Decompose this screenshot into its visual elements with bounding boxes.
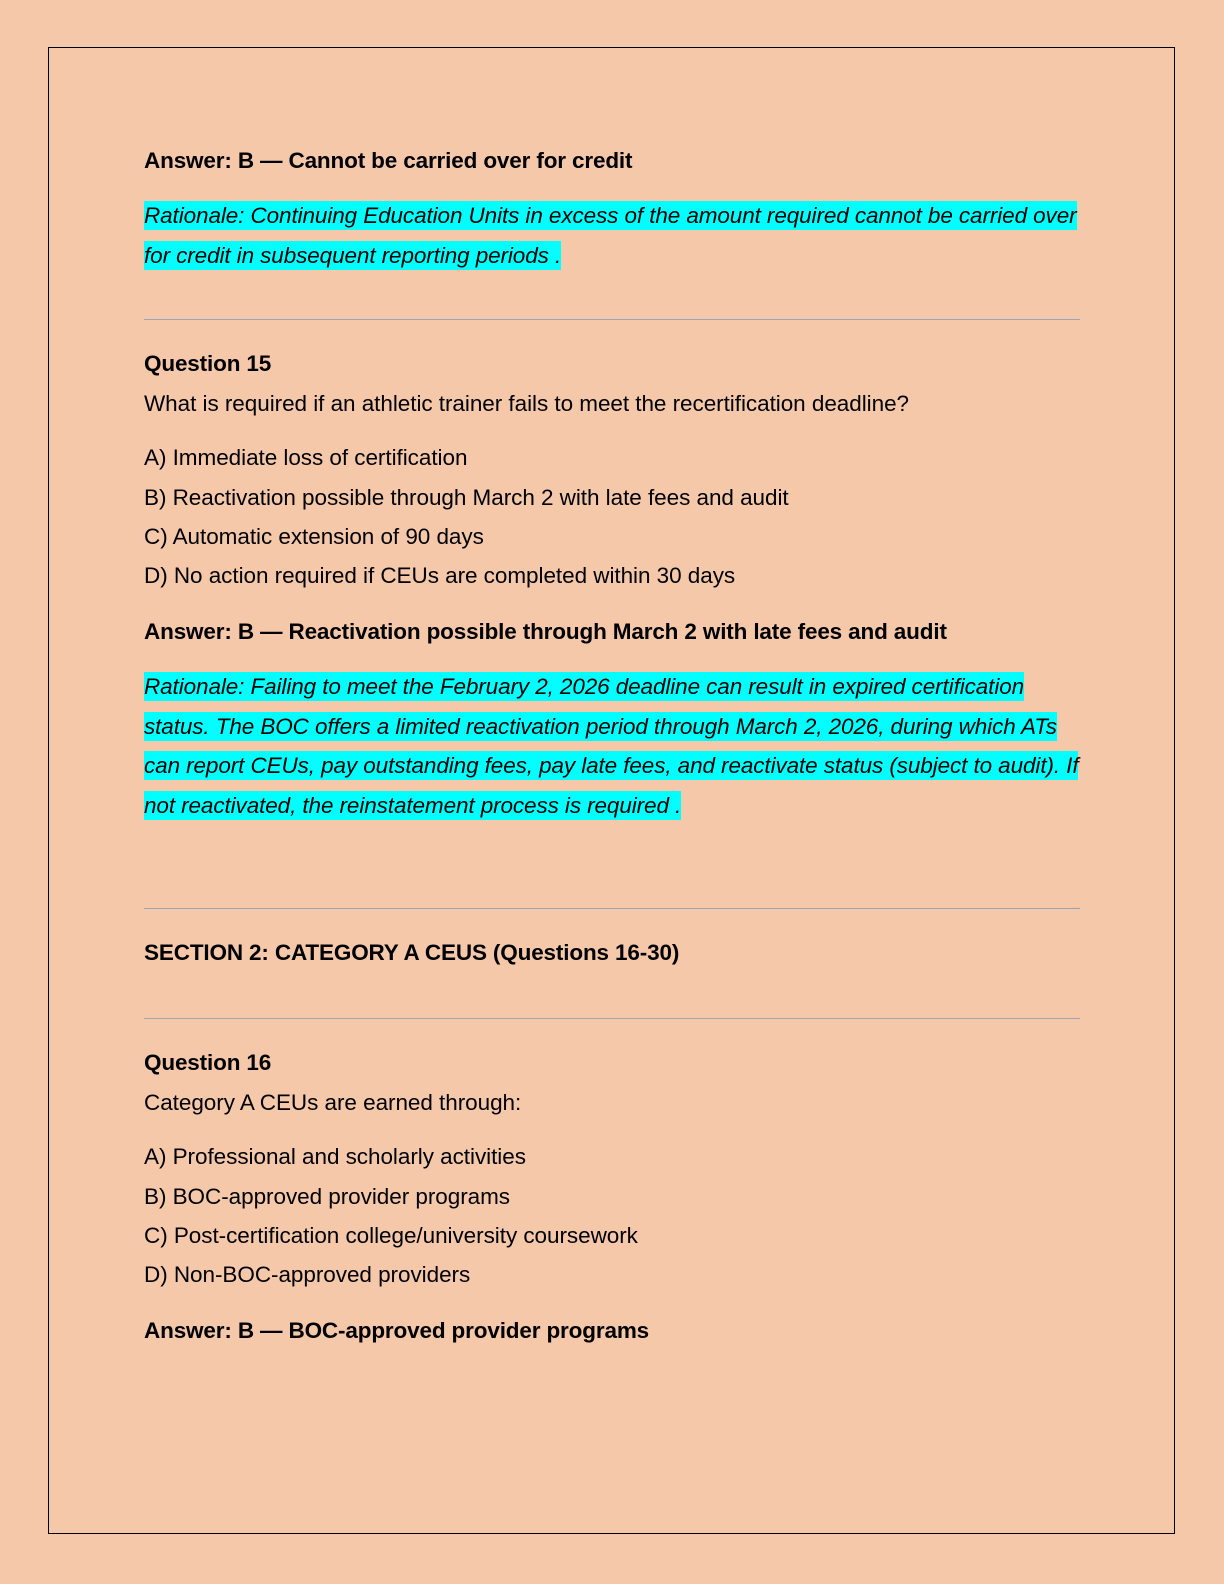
answer-previous: Answer: B — Cannot be carried over for credit <box>144 148 633 173</box>
question-15-rationale-text: Rationale: Failing to meet the February 2, 2026 deadline can result in expired certification status. The BOC offers a limited reactivation period through March 2, 2026, during which ATs can report CEUs, pay outstanding fees, pay late fees, and reactivate status (subject to audit). If not reactivated, the reinstatement process is required . <box>144 674 1079 818</box>
question-16-option-b: B) BOC-approved provider programs <box>144 1184 510 1209</box>
question-16-answer: Answer: B — BOC-approved provider programs <box>144 1318 650 1343</box>
divider <box>144 319 1080 320</box>
question-15-option-b: B) Reactivation possible through March 2 with late fees and audit <box>144 485 789 510</box>
question-16-option-d: D) Non-BOC-approved providers <box>144 1262 471 1287</box>
divider <box>144 1018 1080 1019</box>
question-16-title: Question 16 <box>144 1050 272 1075</box>
question-15-answer: Answer: B — Reactivation possible through March 2 with late fees and audit <box>144 619 947 644</box>
rationale-previous-text: Rationale: Continuing Education Units in excess of the amount required cannot be carried over for credit in subsequent reporting periods . <box>144 203 1077 268</box>
question-15-option-a: A) Immediate loss of certification <box>144 445 468 470</box>
question-16-prompt: Category A CEUs are earned through: <box>144 1090 522 1115</box>
question-15-rationale <box>144 667 1089 825</box>
question-15-prompt: What is required if an athletic trainer fails to meet the recertification deadline? <box>144 391 909 416</box>
question-16-option-a: A) Professional and scholarly activities <box>144 1144 526 1169</box>
rationale-previous <box>144 196 1089 275</box>
question-15-title: Question 15 <box>144 351 272 376</box>
question-15-option-c: C) Automatic extension of 90 days <box>144 524 484 549</box>
divider <box>144 908 1080 909</box>
question-15-option-d: D) No action required if CEUs are completed within 30 days <box>144 563 736 588</box>
section-2-heading: SECTION 2: CATEGORY A CEUS (Questions 16-30) <box>144 940 680 965</box>
question-16-option-c: C) Post-certification college/university coursework <box>144 1223 638 1248</box>
